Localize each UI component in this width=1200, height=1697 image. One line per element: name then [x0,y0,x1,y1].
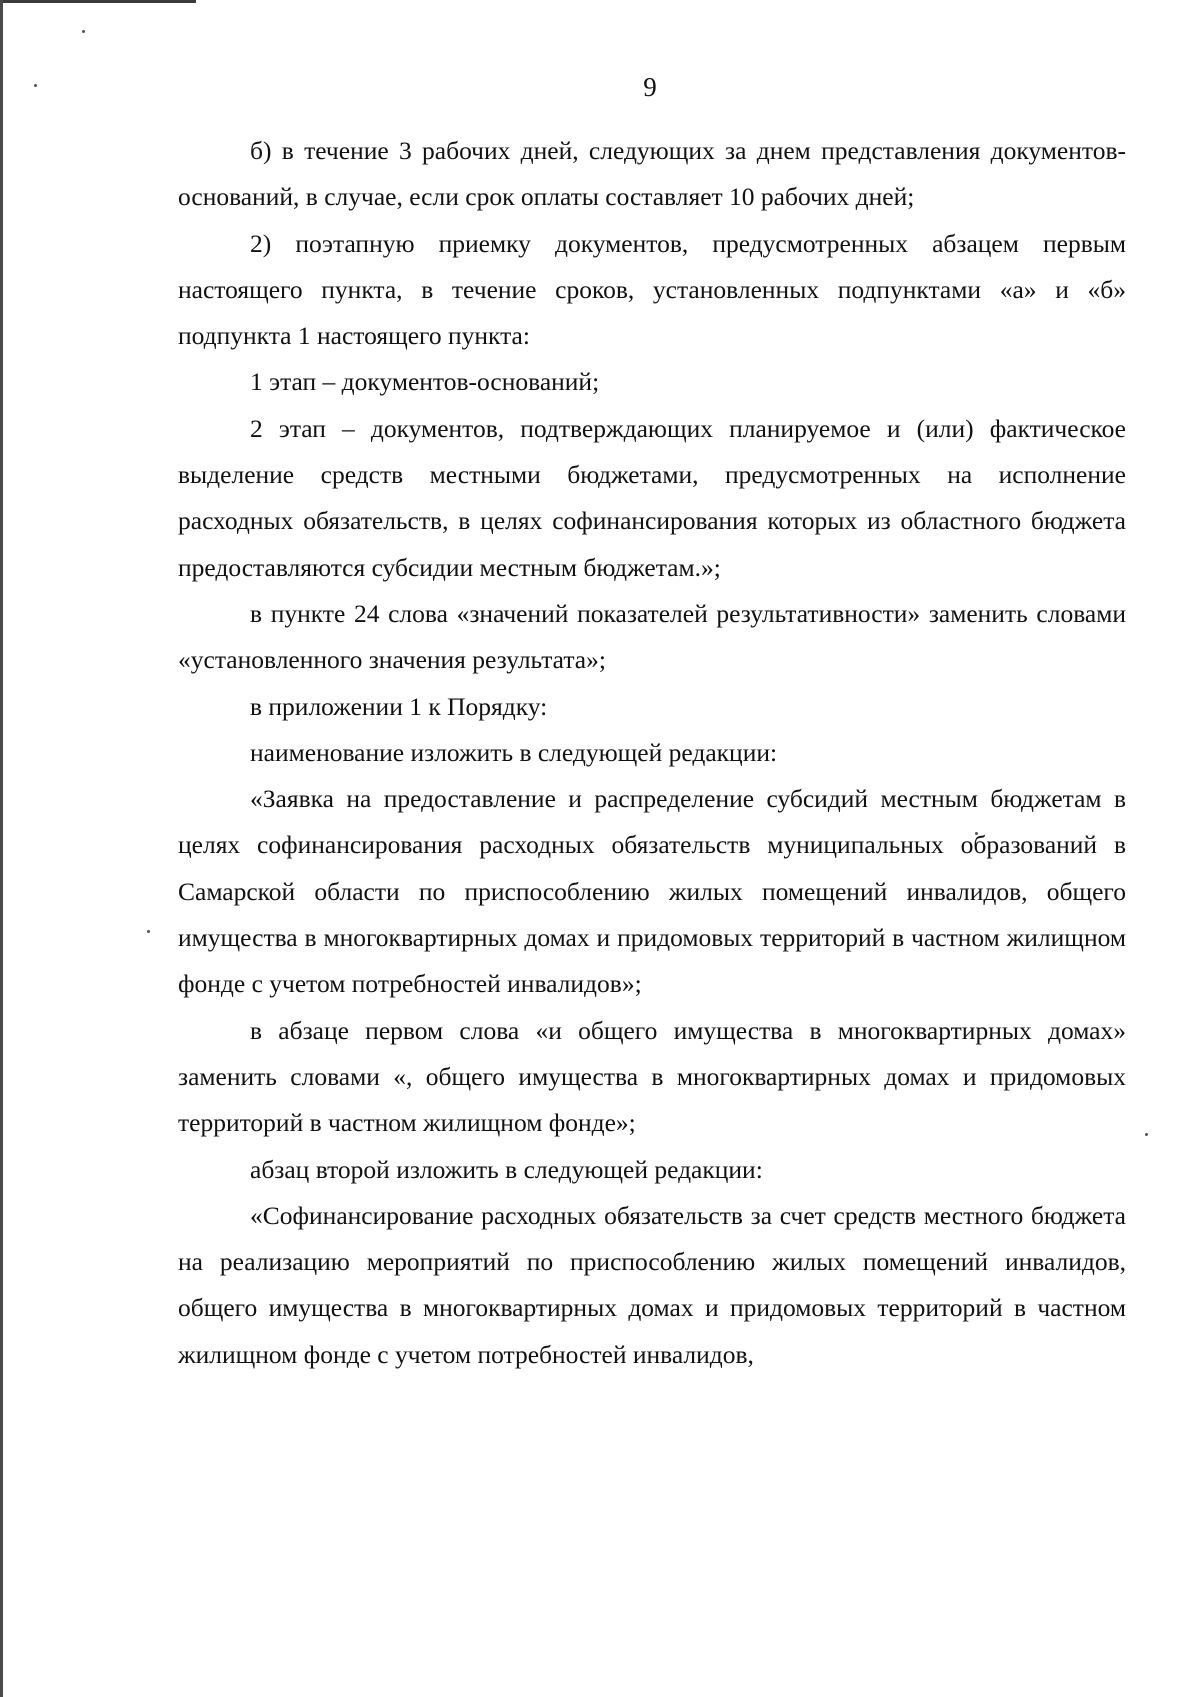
paragraph: наименование изложить в следующей редакции: [250,737,778,767]
paragraph: б) в течение 3 рабочих дней, следующих за днем представления документов-оснований, в случае, если срок оплаты составляет 10 рабочих дней; [178,136,1126,212]
document-body [178,128,1126,1378]
paragraph: 2 этап – документов, подтверждающих планируемое и (или) фактическое выделение средств местными бюджетами, предусмотренных на исполнение расходных обязательств, в целях софинансирования которых из областного бюджета предоставляются субсидии местным бюджетам.»; [178,413,1126,582]
paragraph: в приложении 1 к Порядку: [250,691,548,721]
paragraph: «Софинансирование расходных обязательств за счет средств местного бюджета на реализацию мероприятий по приспособлению жилых помещений инвалидов, общего имущества в многоквартирных домах и придомовых территорий в частном жилищном фонде с учетом потребностей инвалидов, [178,1200,1126,1369]
paragraph: в абзаце первом слова «и общего имущества в многоквартирных домах» заменить словами «, общего имущества в многоквартирных домах и придомовых территорий в частном жилищном фонде»; [178,1015,1126,1138]
paragraph: в пункте 24 слова «значений показателей результативности» заменить словами «установленного значения результата»; [178,598,1126,675]
scan-speck [1145,1133,1148,1136]
scan-border-left [0,0,3,1697]
paragraph: 2) поэтапную приемку документов, предусмотренных абзацем первым настоящего пункта, в течение сроков, установленных подпунктами «а» и «б» подпункта 1 настоящего пункта: [178,228,1126,351]
page-number: 9 [643,72,657,102]
paragraph: «Заявка на предоставление и распределение субсидий местным бюджетам в целях софинансирования расходных обязательств муниципальных образований в Самарской области по приспособлению жилых помещений инвалидов, общего имущества в многоквартирных домах и придомовых территорий в частном жилищном фонде с учетом потребностей инвалидов»; [178,784,1126,999]
scan-speck [82,30,85,33]
scan-border-top [0,0,196,3]
paragraph: абзац второй изложить в следующей редакции: [250,1154,763,1184]
scan-speck [147,930,150,933]
paragraph: 1 этап – документов-оснований; [250,367,600,397]
